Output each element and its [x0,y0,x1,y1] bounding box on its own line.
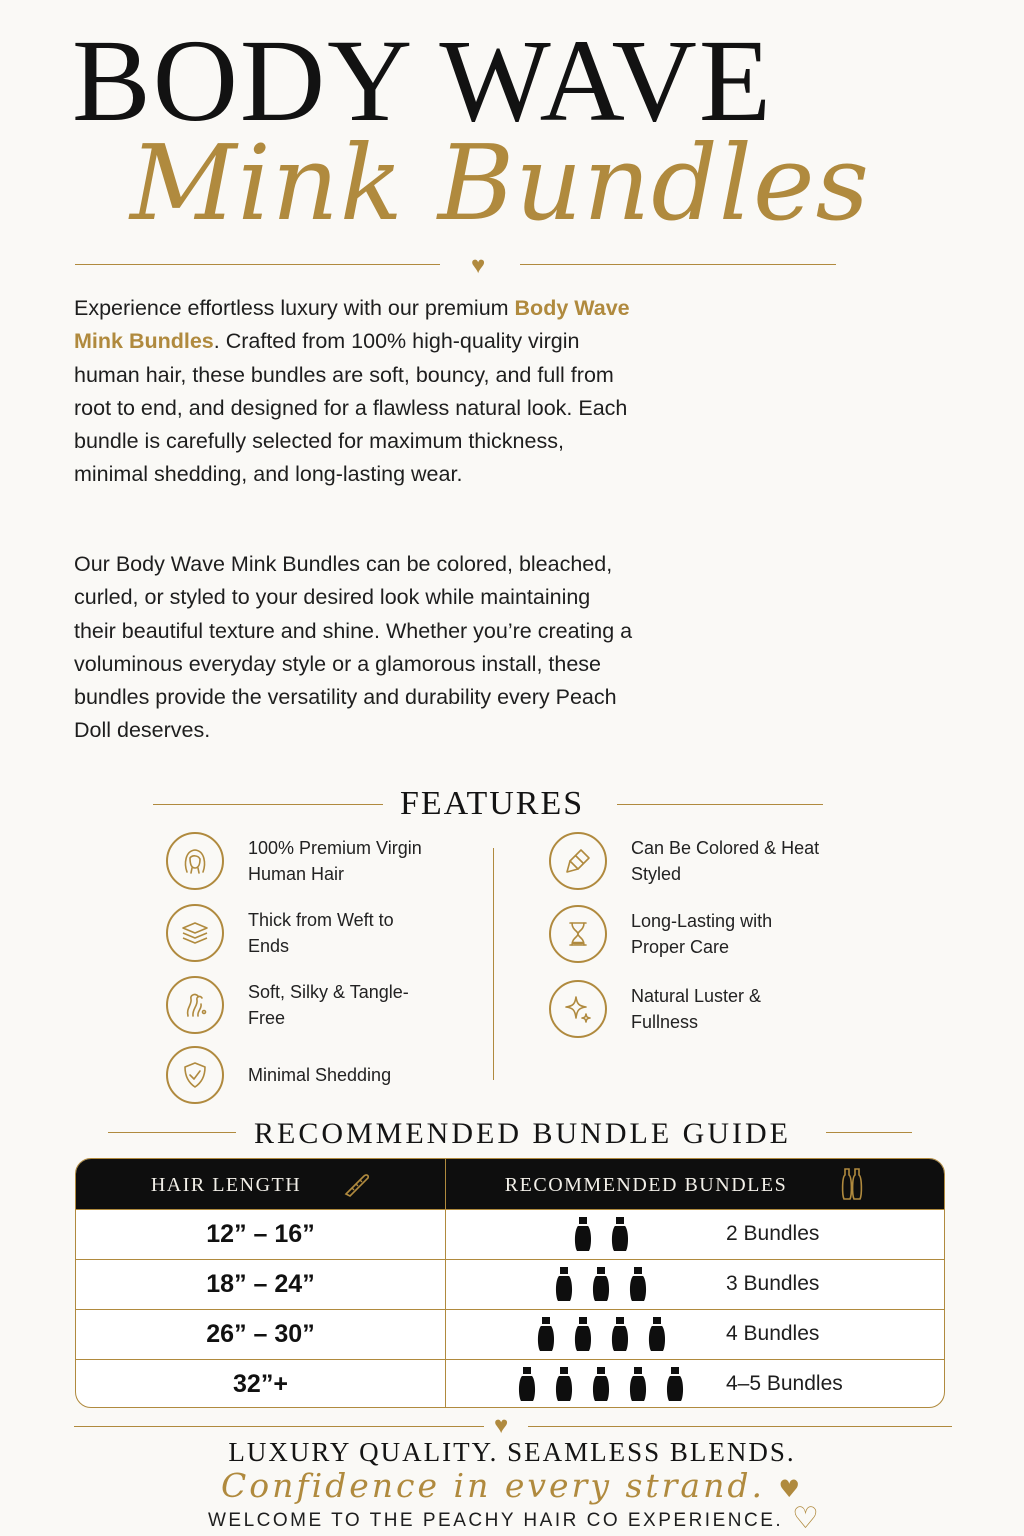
row-divider [76,1209,944,1210]
layers-icon [166,904,224,962]
guide-divider-right [826,1132,912,1133]
sparkle-icon [549,980,607,1038]
bundle-icon [572,1216,594,1252]
product-name-highlight: Body Wave Mink Bundles [74,296,630,354]
row-divider [76,1259,944,1260]
table-row [76,1209,944,1259]
feature-natural-luster: Natural Luster & Fullness [549,980,821,1038]
bundle-icon [590,1366,612,1402]
intro-paragraph-1: Experience effortless luxury with our premium Body Wave Mink Bundles. Crafted from 100% high-quality virgin human hair, these bundles are soft, bouncy, and full from root to end, and designed for a flawless natural look. Each bundle is carefully selected for maximum thickness, minimal shedding, and long-lasting wear. [74,296,630,487]
row-divider [76,1359,944,1360]
hair-length-value: 26” – 30” [206,1320,315,1348]
bundle-icon [590,1266,612,1302]
header-hair-length: HAIR LENGTH [150,1174,302,1196]
hourglass-icon [549,905,607,963]
bundle-icon [609,1316,631,1352]
feature-virgin-hair: 100% Premium Virgin Human Hair [166,832,438,890]
footer-divider-right [528,1426,952,1427]
row-divider [76,1309,944,1310]
bundle-icons [446,1309,726,1359]
bundle-icon [664,1366,686,1402]
features-column-divider [493,848,494,1080]
intro-paragraph-2: Our Body Wave Mink Bundles can be colored, bleached, curled, or styled to your desired look while maintaining their beautiful texture and shine. Whether you’re creating a voluminous everyday style or a glamorous install, these bundles provide the versatility and durability every Peach Doll deserves. [74,552,633,743]
footer-tagline: LUXURY QUALITY. SEAMLESS BLENDS. [228,1437,796,1467]
footer-divider-left [74,1426,484,1427]
bundle-icon [553,1366,575,1402]
footer-heart-icon: ♥ [494,1412,509,1439]
bundle-count-label: 3 Bundles [726,1272,820,1295]
bundle-count-label: 4–5 Bundles [726,1372,843,1395]
dye-brush-icon [549,832,607,890]
feature-thick-weft: Thick from Weft to Ends [166,904,438,962]
page-subtitle-script: Mink Bundles [130,122,870,244]
hair-head-icon [166,832,224,890]
divider-left [75,264,440,265]
bundle-icon [627,1266,649,1302]
header-recommended-bundles: RECOMMENDED BUNDLES [504,1174,788,1196]
feature-soft-silky: Soft, Silky & Tangle-Free [166,976,438,1034]
guide-title: RECOMMENDED BUNDLE GUIDE [254,1117,791,1150]
hair-length-value: 18” – 24” [206,1270,315,1298]
shield-check-icon [166,1046,224,1104]
table-row [76,1359,944,1408]
bundle-icon [646,1316,668,1352]
bundle-count-label: 2 Bundles [726,1222,820,1245]
feature-minimal-shedding: Minimal Shedding [166,1046,438,1104]
bundle-icon [516,1366,538,1402]
footer-heart-solid-icon: ♥ [778,1475,803,1503]
hair-strand-icon [166,976,224,1034]
ruler-pin-icon [342,1170,372,1198]
heart-icon: ♥ [471,252,486,279]
footer-welcome: WELCOME TO THE PEACHY HAIR CO EXPERIENCE. [208,1510,784,1531]
table-row [76,1259,944,1309]
bundle-icons [446,1209,726,1259]
features-divider-left [153,804,383,805]
feature-long-lasting: Long-Lasting with Proper Care [549,905,821,963]
bundle-count-label: 4 Bundles [726,1322,820,1345]
bundle-icon [627,1366,649,1402]
table-header [76,1159,944,1209]
table-row [76,1309,944,1359]
bundle-icon [535,1316,557,1352]
footer-heart-outline-icon: ♡ [792,1502,819,1535]
bundle-icon [553,1266,575,1302]
features-title: FEATURES [400,785,585,822]
divider-right [520,264,836,265]
feature-colored-styled: Can Be Colored & Heat Styled [549,832,821,890]
features-divider-right [617,804,823,805]
footer-script-tagline: Confidence in every strand. ♥ [221,1466,803,1505]
hair-length-value: 32”+ [233,1370,288,1398]
bundle-icon [609,1216,631,1252]
guide-divider-left [108,1132,236,1133]
bundle-guide-table [75,1158,945,1408]
hair-length-value: 12” – 16” [206,1220,315,1248]
bundle-pair-icon [836,1167,866,1201]
bundle-icons [446,1259,726,1309]
bundle-icon [572,1316,594,1352]
page-title: BODY WAVE [72,15,773,146]
bundle-icons [446,1359,726,1408]
